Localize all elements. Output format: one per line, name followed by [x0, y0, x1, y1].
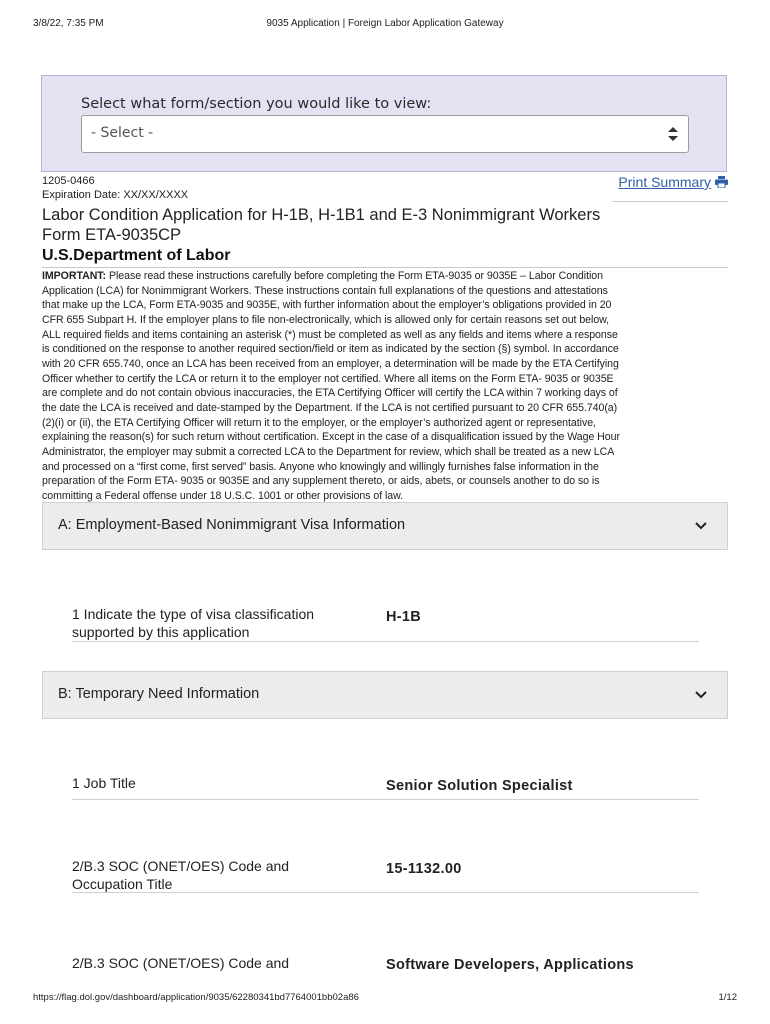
- field-label-line: supported by this application: [72, 624, 250, 640]
- instruction-line: Please read these instructions carefully before completing the Form ETA-9035 or 9035E – Labor Condition: [106, 270, 603, 282]
- field-label: [72, 774, 352, 792]
- section-b-title: B: Temporary Need Information: [58, 686, 260, 702]
- chevron-down-icon: [695, 522, 707, 530]
- section-b-accordion[interactable]: [42, 671, 728, 719]
- print-summary-label: Print Summary: [618, 174, 711, 190]
- instruction-line: that make up the LCA, Form ETA-9035 and 9035E, with further information about the employer’s obligations provided in 20: [42, 299, 612, 312]
- section-a-title: A: Employment-Based Nonimmigrant Visa Information: [58, 517, 406, 533]
- page-number: 1/12: [718, 992, 737, 1003]
- expiration-date: Expiration Date: XX/XX/XXXX: [42, 189, 189, 201]
- field-label-line: 2/B.3 SOC (ONET/OES) Code and: [72, 858, 290, 874]
- field-label-line: 1 Job Title: [72, 775, 136, 791]
- form-number: Form ETA-9035CP: [42, 226, 182, 244]
- instruction-line: ALL required fields and items containing an asterisk (*) must be completed as well as any fields and items where a response: [42, 328, 618, 341]
- instruction-line: is conditioned on the response to another required section/field or item as indicated by the section (§) symbol. In accordance: [42, 343, 619, 356]
- instruction-line: the date the LCA is received and date-stamped by the Department. If the LCA is not certified pursuant to 20 CFR 655.740(a): [42, 401, 618, 414]
- instruction-line: Officer whether to certify the LCA or return it to the employer not certified. Where all items on the Form ETA- 9035 or 9035E: [42, 372, 614, 385]
- important-label: IMPORTANT:: [42, 270, 107, 282]
- field-label-line: 1 Indicate the type of visa classification: [72, 606, 315, 622]
- select-arrows-icon: [668, 127, 678, 141]
- printer-icon: [715, 176, 728, 188]
- instruction-line: CFR 655 Subpart H. If the employer plans to file non-electronically, which is allowed only for certain reasons set out below,: [42, 313, 610, 326]
- omb-number: 1205-0466: [42, 175, 95, 187]
- section-a-accordion[interactable]: [42, 502, 728, 550]
- form-selector-panel: [41, 75, 727, 172]
- field-value: Senior Solution Specialist: [386, 778, 573, 794]
- form-title: Labor Condition Application for H-1B, H-1B1 and E-3 Nonimmigrant Workers: [42, 206, 601, 224]
- field-label: [72, 954, 352, 972]
- field-value: 15-1132.00: [386, 861, 462, 877]
- instruction-line: with 20 CFR 655.740, once an LCA has been received from an employer, a determination will be made by the ETA Certifying: [42, 357, 619, 370]
- instruction-line: and processed on a “first come, first served” basis. Anyone who knowingly and willingly furnishes false information in the: [42, 460, 599, 473]
- form-section-select[interactable]: [81, 115, 689, 153]
- important-instructions: [42, 269, 732, 504]
- instruction-line: Administrator, the employer may submit a corrected LCA to the Department for review, which shall be treated as a new LCA: [42, 445, 615, 458]
- chevron-down-icon: [695, 691, 707, 699]
- print-summary-link[interactable]: [618, 174, 728, 190]
- field-divider: [72, 799, 699, 800]
- field-label: [72, 605, 352, 641]
- field-label-line: 2/B.3 SOC (ONET/OES) Code and: [72, 955, 290, 971]
- print-page-title: 9035 Application | Foreign Labor Application Gateway: [266, 18, 504, 29]
- print-footer: [33, 992, 737, 1006]
- form-selector-label: Select what form/section you would like to view:: [81, 96, 432, 112]
- instruction-line: preparation of the Form ETA- 9035 or 9035E and any supplement thereto, or aids, abets, or counsels another to do so is: [42, 475, 600, 488]
- field-label-line: Occupation Title: [72, 876, 173, 892]
- print-date: 3/8/22, 7:35 PM: [33, 18, 104, 29]
- field-value: H-1B: [386, 609, 422, 625]
- heading-divider: [42, 267, 728, 268]
- field-divider: [72, 641, 699, 642]
- instruction-line: Application (LCA) for Nonimmigrant Workers. These instructions contain full explanations of the questions and attestations: [42, 284, 608, 297]
- field-divider: [72, 892, 699, 893]
- instruction-line: committing a Federal offense under 18 U.S.C. 1001 or other provisions of law.: [42, 489, 404, 502]
- form-section-select-value: - Select -: [91, 125, 154, 141]
- print-header: [33, 18, 737, 32]
- department-name: U.S.Department of Labor: [42, 247, 231, 264]
- summary-divider: [612, 201, 728, 202]
- instruction-line: explaining the reason(s) for such return without certification. Except in the case of a disqualification issued by the Wage Hour: [42, 431, 620, 444]
- instruction-line: (2)(i) or (ii), the ETA Certifying Officer will return it to the employer, or the employer’s authorized agent or representative,: [42, 416, 596, 429]
- instruction-line: are complete and do not contain obvious inaccuracies, the ETA Certifying Officer will certify the LCA within 7 working days of: [42, 387, 618, 400]
- page-url: https://flag.dol.gov/dashboard/application/9035/62280341bd7764001bb02a86: [33, 992, 359, 1003]
- field-label: [72, 857, 352, 893]
- field-value: Software Developers, Applications: [386, 957, 634, 973]
